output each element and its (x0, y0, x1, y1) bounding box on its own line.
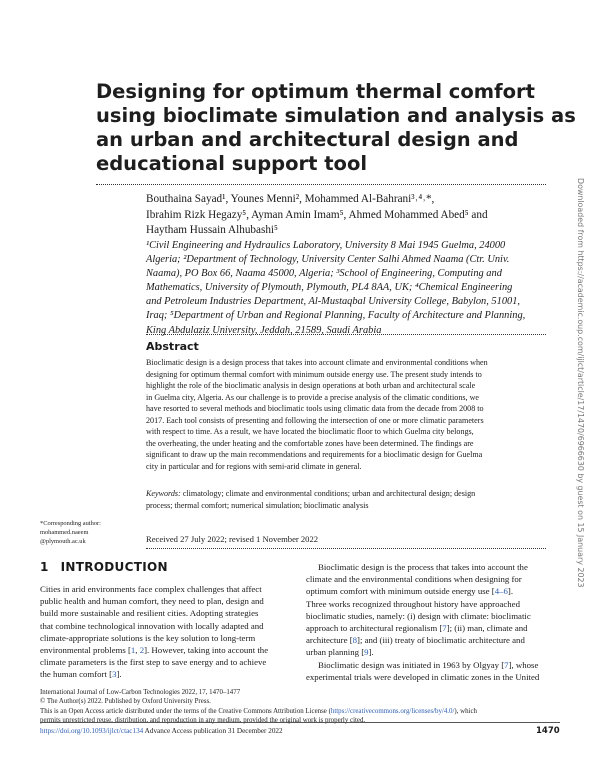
section-title: INTRODUCTION (60, 560, 168, 574)
abstract-line: with respect to time. As a result, we have located the bioclimatic floor to which Guelma city belongs, (146, 427, 474, 436)
abstract-line: 2017. Each tool consists of presenting and following the intersection of one or more climatic parameters (146, 415, 484, 425)
title-divider (96, 184, 546, 185)
body-text: ]; (ii) man, climate and (446, 623, 528, 634)
affiliation-line: Naama), PO Box 66, Naama 45000, Algeria; ³School of Engineering, Computing and (146, 268, 502, 280)
received-divider (146, 548, 546, 549)
body-text: architecture [ (306, 635, 353, 646)
body-line: Cities in arid environments face complex challenges that affect (40, 584, 262, 594)
affiliations (146, 239, 546, 338)
body-line: public health and human comfort, they need to plan, design and (40, 596, 264, 607)
abstract-line: the overheating, the under heating and the comfortable zones have been determined. The findings are (146, 438, 474, 448)
abstract-line: highlight the role of the bioclimatic analysis in design operations at both urban and architectural scale (146, 381, 476, 390)
body-text: ]; and (iii) treaty of bioclimatic architecture and (357, 635, 525, 646)
doi-line (40, 727, 283, 735)
license-link[interactable]: https://creativecommons.org/licenses/by/4.0/ (330, 707, 455, 715)
corresponding-email: @plymouth.ac.uk (40, 538, 86, 545)
received-dates: Received 27 July 2022; revised 1 November 2022 (146, 534, 319, 544)
author-list (146, 192, 546, 239)
article-title (96, 80, 576, 176)
body-line: climate-appropriate solutions is the key solution to long-term (40, 632, 256, 643)
body-text: ]. (368, 647, 374, 658)
body-line: Bioclimatic design is the process that takes into account the (318, 562, 528, 572)
abstract-body (146, 357, 546, 472)
author-line: Ibrahim Rizk Hegazy⁵, Ayman Amin Imam⁵, Ahmed Mohammed Abed⁵ and (146, 208, 488, 221)
affiliation-line: Iraq; ⁵Department of Urban and Regional Planning, Faculty of Architecture and Planning, (146, 310, 526, 322)
footer-divider (40, 722, 560, 723)
keywords-text: climatology; climate and environmental conditions; urban and architectural design; design (182, 489, 476, 498)
body-text: urban planning [ (306, 647, 365, 658)
body-column-right (306, 561, 560, 683)
corresponding-email: mohammed.naeem (40, 529, 89, 536)
body-line: that combine technological innovation with locally adapted and (40, 620, 264, 631)
body-line: experimental trials were developed in climatic zones in the United (306, 671, 540, 682)
abstract-line: significant to draw up the main recommendations and requirements for a bioclimatic design for Guelma (146, 450, 483, 459)
title-line: using bioclimate simulation and analysis as (96, 104, 576, 127)
title-line: an urban and architectural design and (96, 128, 519, 151)
citation-link[interactable]: 7 (504, 659, 509, 670)
abstract-line: designing for optimum thermal comfort with minimum outside energy use. The present study intends to (146, 369, 482, 379)
copyright: © The Author(s) 2022. Published by Oxford University Press. (40, 698, 211, 706)
citation-link[interactable]: 3 (112, 669, 117, 680)
body-text: ]. (116, 669, 122, 680)
body-column-left (40, 583, 292, 681)
body-line: build more sustainable and resilient cities. Adopting strategies (40, 608, 259, 619)
affiliation-line: ¹Civil Engineering and Hydraulics Laboratory, University 8 Mai 1945 Guelma, 24000 (146, 240, 506, 251)
section-number: 1 (40, 560, 49, 574)
citation-link[interactable]: 4–6 (494, 586, 508, 597)
license-text: ), which (454, 707, 477, 715)
body-text: Bioclimatic design was initiated in 1963 by Olgyay [ (318, 659, 505, 670)
corresponding-label: *Corresponding author: (40, 520, 101, 527)
body-text: environmental problems [ (40, 645, 131, 656)
license-text: permits unrestricted reuse, distribution, and reproduction in any medium, provided the original work is properly cited. (40, 716, 366, 724)
author-line: Haytham Hussain Alhubashi⁵ (146, 224, 278, 236)
citation-link[interactable]: 8 (352, 635, 358, 646)
title-line: educational support tool (96, 152, 368, 175)
keywords-label: Keywords: (146, 489, 181, 498)
affiliation-line: King Abdulaziz University, Jeddah, 21589, Saudi Arabia (146, 324, 382, 336)
affiliation-line: and Petroleum Industries Department, Al-Mustaqbal University College, Babylon, 51001, (146, 296, 521, 308)
body-text: optimum comfort with minimum outside energy use [ (306, 586, 495, 597)
body-text: ], whose (508, 659, 539, 670)
body-text: approach to architectural regionalism [ (306, 623, 443, 634)
abstract-line: in Guelma city, Algeria. As our challenge is to provide a precise analysis of the climatic conditions, we (146, 392, 480, 402)
corresponding-author (40, 519, 140, 546)
body-text: , (135, 645, 140, 656)
download-watermark-text: Downloaded from https://academic.oup.com/ijlct/article/17/1470/6966630 by guest on 15 January 2023 (576, 178, 585, 588)
body-line: Three works recognized throughout history have approached (306, 598, 520, 609)
footer-notes (40, 688, 560, 725)
abstract-line: Bioclimatic design is a design process that takes into account climate and environmental conditions when (146, 358, 488, 367)
body-line: climate and the environmental conditions when designing for (306, 574, 522, 585)
body-line: climate parameters is the first step to save energy and to achieve (40, 657, 267, 668)
body-text: ]. (507, 586, 514, 597)
keywords (146, 488, 546, 511)
affiliation-line: Mathematics, University of Plymouth, Plymouth, PL4 8AA, UK; ⁴Chemical Engineering (146, 282, 513, 294)
author-line: Bouthaina Sayad¹, Younes Menni², Mohammed Al-Bahrani³˒⁴˒*, (146, 193, 435, 205)
section-heading (40, 560, 180, 574)
abstract-line: have resorted to several methods and bioclimatic tools using climatic data from the decade from 2008 to (146, 404, 484, 413)
abstract-line: city in particular and for regions with semi-arid climate in general. (146, 461, 362, 471)
page-number: 1470 (536, 726, 560, 736)
doi-link[interactable]: https://doi.org/10.1093/ijlct/ctac134 (40, 727, 144, 735)
license-text: This is an Open Access article distributed under the terms of the Creative Commons Attribution License ( (40, 707, 331, 715)
affiliation-line: Algeria; ²Department of Technology, University Center Salhi Ahmed Naama (Ctr. Univ. (146, 254, 510, 266)
body-text: ]. However, taking into account the (144, 645, 269, 656)
citation-link[interactable]: 2 (139, 645, 145, 656)
abstract-divider (146, 334, 546, 335)
title-line: Designing for optimum thermal comfort (96, 80, 535, 103)
abstract-heading: Abstract (146, 340, 199, 353)
body-line: bioclimatic studies, namely: (i) design with climate: bioclimatic (306, 610, 531, 621)
citation-link[interactable]: 9 (364, 647, 369, 658)
journal-citation: International Journal of Low-Carbon Technologies 2022, 17, 1470–1477 (40, 689, 241, 696)
body-text: the human comfort [ (40, 669, 113, 680)
citation-link[interactable]: 7 (442, 623, 447, 634)
advance-access: Advance Access publication 31 December 2022 (143, 727, 283, 735)
keywords-text: process; thermal comfort; numerical simulation; bioclimatic analysis (146, 500, 369, 510)
citation-link[interactable]: 1 (130, 645, 136, 656)
download-watermark (574, 178, 588, 598)
